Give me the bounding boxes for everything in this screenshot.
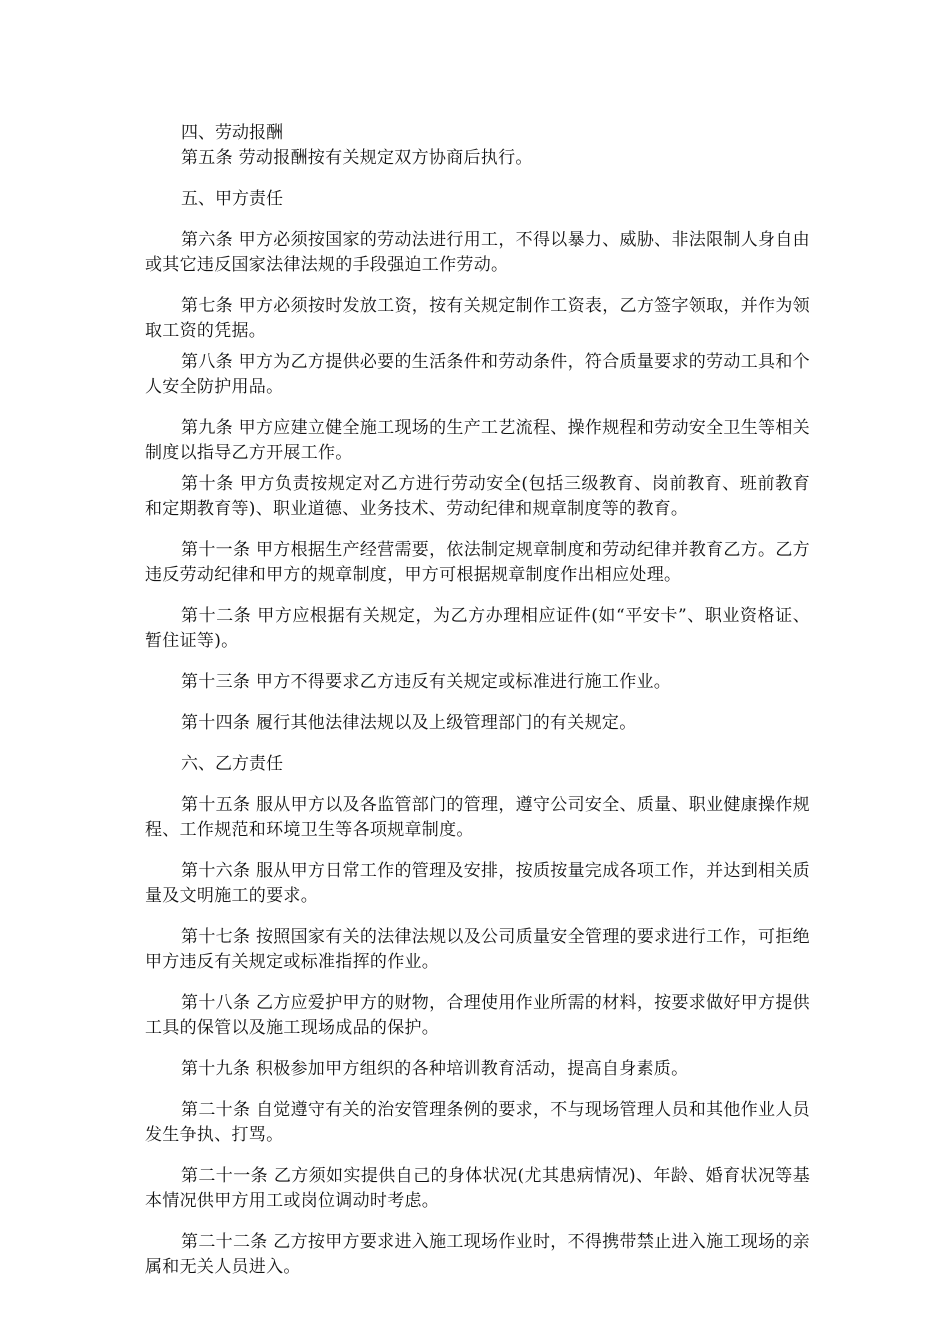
article-20: 第二十条 自觉遵守有关的治安管理条例的要求，不与现场管理人员和其他作业人员发生争执、打骂。	[145, 1100, 810, 1145]
article-6: 第六条 甲方必须按国家的劳动法进行用工，不得以暴力、威胁、非法限制人身自由或其它违反国家法律法规的手段强迫工作劳动。	[145, 230, 810, 275]
article-7: 第七条 甲方必须按时发放工资，按有关规定制作工资表，乙方签字领取，并作为领取工资的凭据。	[145, 296, 810, 341]
article-5: 第五条 劳动报酬按有关规定双方协商后执行。	[181, 148, 533, 168]
article-10: 第十条 甲方负责按规定对乙方进行劳动安全(包括三级教育、岗前教育、班前教育和定期教育等)、职业道德、业务技术、劳动纪律和规章制度等的教育。	[145, 474, 810, 519]
article-19: 第十九条 积极参加甲方组织的各种培训教育活动，提高自身素质。	[181, 1059, 689, 1079]
article-11: 第十一条 甲方根据生产经营需要，依法制定规章制度和劳动纪律并教育乙方。乙方违反劳动纪律和甲方的规章制度，甲方可根据规章制度作出相应处理。	[145, 540, 810, 585]
article-18: 第十八条 乙方应爱护甲方的财物，合理使用作业所需的材料，按要求做好甲方提供工具的保管以及施工现场成品的保护。	[145, 993, 810, 1038]
article-21: 第二十一条 乙方须如实提供自己的身体状况(尤其患病情况)、年龄、婚育状况等基本情况供甲方用工或岗位调动时考虑。	[145, 1166, 810, 1211]
section-heading-labor-pay: 四、劳动报酬	[181, 123, 283, 143]
article-16: 第十六条 服从甲方日常工作的管理及安排，按质按量完成各项工作，并达到相关质量及文明施工的要求。	[145, 861, 810, 906]
article-14: 第十四条 履行其他法律法规以及上级管理部门的有关规定。	[181, 713, 637, 733]
article-22: 第二十二条 乙方按甲方要求进入施工现场作业时，不得携带禁止进入施工现场的亲属和无关人员进入。	[145, 1232, 810, 1277]
document-body	[145, 121, 810, 1280]
article-15: 第十五条 服从甲方以及各监管部门的管理，遵守公司安全、质量、职业健康操作规程、工作规范和环境卫生等各项规章制度。	[145, 795, 810, 840]
article-17: 第十七条 按照国家有关的法律法规以及公司质量安全管理的要求进行工作，可拒绝甲方违反有关规定或标准指挥的作业。	[145, 927, 810, 972]
section-heading-party-b: 六、乙方责任	[181, 754, 283, 774]
section-heading-party-a: 五、甲方责任	[181, 189, 283, 209]
article-13: 第十三条 甲方不得要求乙方违反有关规定或标准进行施工作业。	[181, 672, 672, 692]
article-8: 第八条 甲方为乙方提供必要的生活条件和劳动条件，符合质量要求的劳动工具和个人安全防护用品。	[145, 352, 810, 397]
article-9: 第九条 甲方应建立健全施工现场的生产工艺流程、操作规程和劳动安全卫生等相关制度以指导乙方开展工作。	[145, 418, 810, 463]
article-12: 第十二条 甲方应根据有关规定，为乙方办理相应证件(如“平安卡”、职业资格证、暂住证等)。	[145, 606, 810, 651]
